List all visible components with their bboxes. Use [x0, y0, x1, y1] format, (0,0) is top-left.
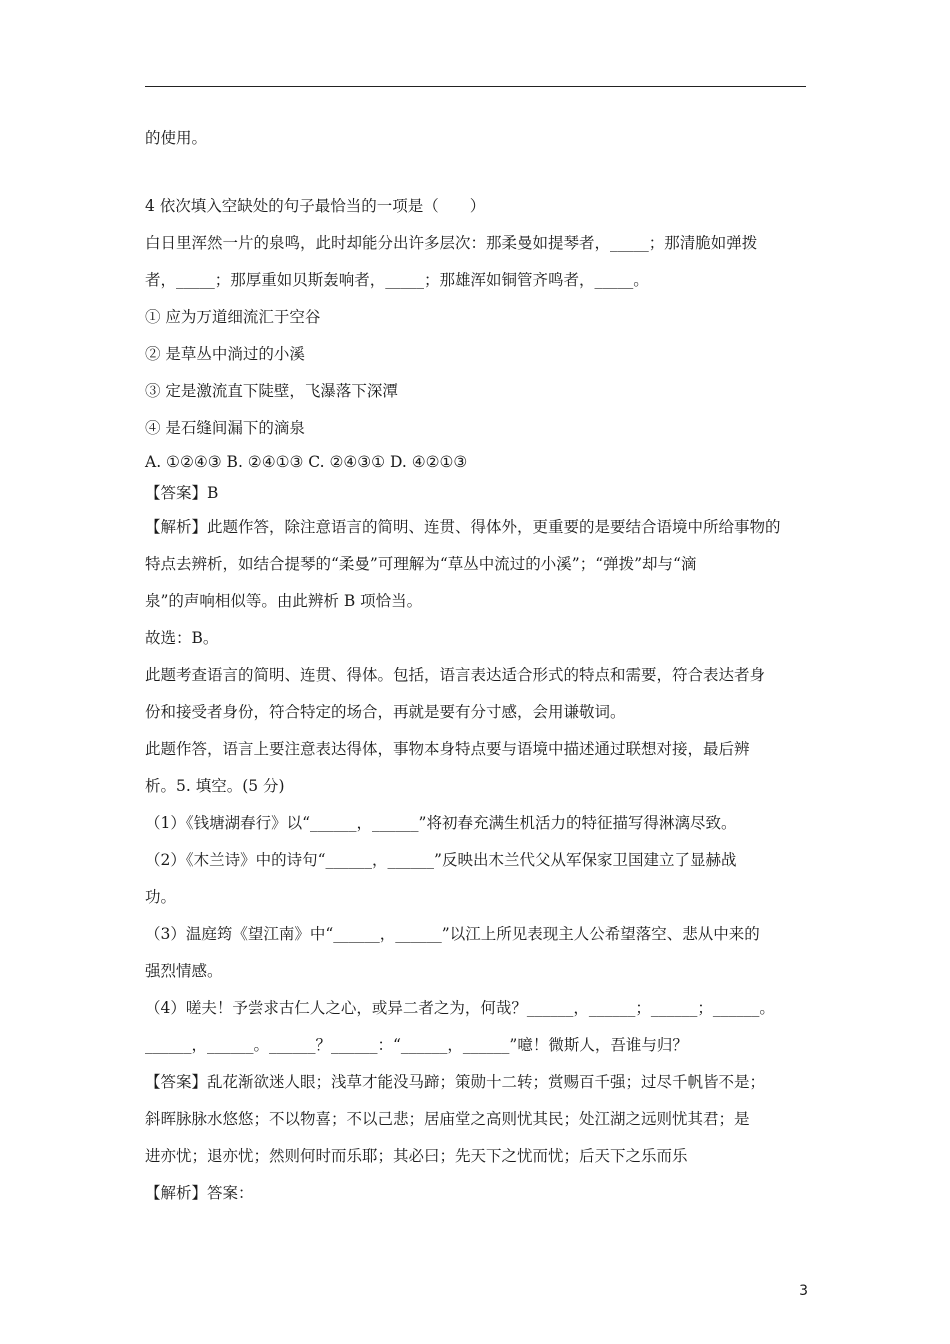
option-sentence: ① 应为万道细流汇于空谷 [145, 308, 321, 326]
fill-blank-item: （3）温庭筠《望江南》中“______，______”以江上所见表现主人公希望落空、悲从中来的 [145, 925, 760, 943]
fill-blank-item: 功。 [145, 888, 177, 906]
option-sentence: ④ 是石缝间漏下的滴泉 [145, 419, 305, 437]
option-sentence: ③ 定是激流直下陡壁，飞瀑落下深潭 [145, 382, 398, 400]
page-number: 3 [799, 1283, 808, 1299]
fill-blank-item: （4）嗟夫！予尝求古仁人之心，或异二者之为，何哉？______，______；______；______。 [145, 999, 775, 1017]
passage-line: 白日里浑然一片的泉鸣，此时却能分出许多层次：那柔曼如提琴者，_____；那清脆如弹拨 [145, 234, 758, 252]
text-line: 的使用。 [145, 129, 208, 147]
header-rule [145, 86, 806, 87]
fill-blank-item: （2）《木兰诗》中的诗句“______，______”反映出木兰代父从军保家卫国建立了显赫战 [145, 851, 737, 869]
fill-blank-item: ______，______。______？______：“______，______”噫！微斯人，吾谁与归？ [145, 1036, 688, 1054]
analysis-line: 泉”的声响相似等。由此辨析 B 项恰当。 [145, 592, 423, 610]
passage-line: 者，_____；那厚重如贝斯轰响者，_____；那雄浑如铜管齐鸣者，_____。 [145, 271, 649, 289]
fill-blank-item: （1）《钱塘湖春行》以“______，______”将初春充满生机活力的特征描写得淋漓尽致。 [145, 814, 737, 832]
question-5-stem: 析。5. 填空。(5 分) [145, 777, 285, 795]
analysis-line: 【解析】答案： [145, 1184, 254, 1202]
document-body [145, 120, 807, 1212]
question-4-stem: 4 依次填入空缺处的句子最恰当的一项是（ ） [145, 197, 486, 215]
answer-line: 斜晖脉脉水悠悠；不以物喜；不以己悲；居庙堂之高则忧其民；处江湖之远则忧其君；是 [145, 1110, 750, 1128]
answer-choices: A. ①②④③ B. ②④①③ C. ②④③① D. ④②①③ [145, 453, 468, 471]
text-line: 份和接受者身份，符合特定的场合，再就是要有分寸感，会用谦敬词。 [145, 703, 626, 721]
analysis-line: 特点去辨析，如结合提琴的“柔曼”可理解为“草丛中流过的小溪”；“弹拨”却与“滴 [145, 555, 697, 573]
text-line: 此题考查语言的简明、连贯、得体。包括，语言表达适合形式的特点和需要，符合表达者身 [145, 666, 766, 684]
option-sentence: ② 是草丛中淌过的小溪 [145, 345, 305, 363]
paragraph-gap [145, 157, 807, 188]
answer-line: 【答案】乱花渐欲迷人眼；浅草才能没马蹄；策勋十二转；赏赐百千强；过尽千帆皆不是； [145, 1073, 766, 1091]
text-line: 此题作答，语言上要注意表达得体，事物本身特点要与语境中描述通过联想对接，最后辨 [145, 740, 750, 758]
answer-line: 进亦忧；退亦忧；然则何时而乐耶；其必曰；先天下之忧而忧；后天下之乐而乐 [145, 1147, 688, 1165]
fill-blank-item: 强烈情感。 [145, 962, 223, 980]
text-line: 故选：B。 [145, 629, 219, 647]
analysis-line: 【解析】此题作答，除注意语言的简明、连贯、得体外，更重要的是要结合语境中所给事物的 [145, 518, 781, 536]
answer-line: 【答案】B [145, 484, 219, 502]
